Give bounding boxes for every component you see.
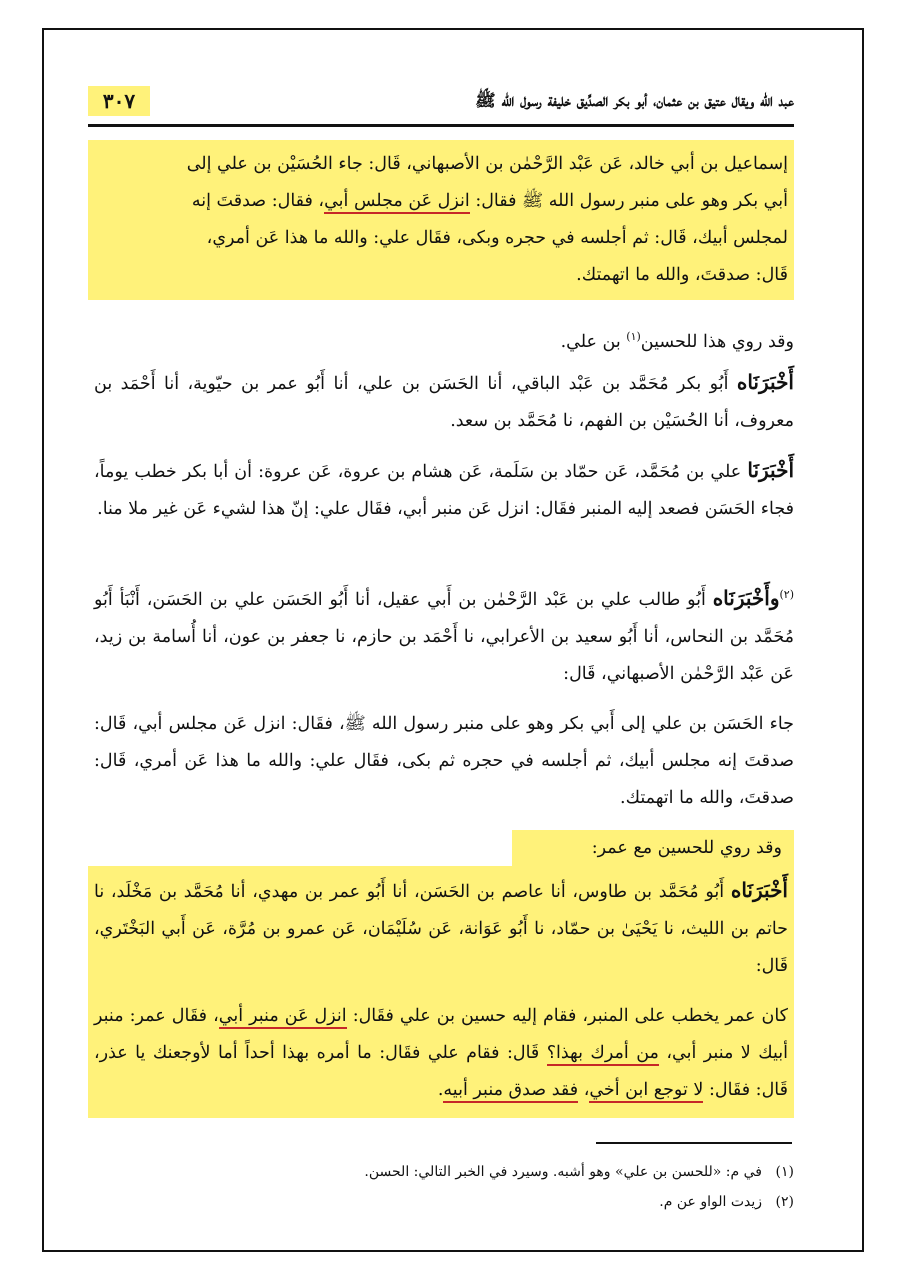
footnote-1-number: (١) bbox=[775, 1164, 794, 1180]
paragraph-9 bbox=[88, 994, 794, 1118]
footnote-separator bbox=[596, 1142, 792, 1144]
header-rule bbox=[88, 124, 794, 127]
paragraph-3-lead: أَخْبَرَنَاه bbox=[736, 370, 794, 394]
paragraph-8-lead: أَخْبَرَنَاه bbox=[730, 878, 788, 902]
footnote-ref-2: (٢) bbox=[779, 588, 794, 601]
page-number: ٣٠٧ bbox=[88, 86, 150, 116]
paragraph-8 bbox=[88, 866, 794, 994]
paragraph-1-line-1: إسماعيل بن أبي خالد، عَن عَبْد الرَّحْمٰن بن الأصبهاني، قَال: جاء الحُسَيْن بن علي إلى bbox=[186, 154, 788, 174]
paragraph-8-text: أَبُو مُحَمَّد بن طاوس، أنا عاصم بن الحَسَن، أنا أَبُو عمر بن مهدي، أنا مُحَمَّد بن مَخْلَد، نا حاتم بن الليث، نا يَحْيَىٰ بن حمّاد، نا أَبُو عَوَانة، عَن سُلَيْمَان، عَن عمرو بن مُرَّة، عَن أَبي البَخْتَري، قَال: bbox=[94, 882, 788, 976]
paragraph-5 bbox=[94, 576, 794, 693]
paragraph-1-line-3: لمجلس أبيك، قَال: ثم أجلسه في حجره وبكى، فقَال علي: والله ما هذا عَن أمري، bbox=[206, 228, 788, 248]
paragraph-3 bbox=[94, 364, 794, 440]
paragraph-7-text: وقد روي للحسين مع عمر: bbox=[591, 838, 782, 858]
paragraph-5-lead: وأَخْبَرَنَاه bbox=[712, 585, 780, 610]
footnote-ref-1: (١) bbox=[626, 330, 641, 343]
paragraph-5-text: أَبُو طالب علي بن عَبْد الرَّحْمٰن بن أَبي عقيل، أنا أَبُو الحَسَن علي بن الحَسَن، أَنْبَأ أَبُو مُحَمَّد بن النحاس، أنا أَبُو سعيد بن الأعرابي، نا أَحْمَد بن حازم، نا جعفر بن عون، أنا أُسامة بن زيد، عَن عَبْد الرَّحْمٰن الأصبهاني، قَال: bbox=[94, 589, 794, 684]
paragraph-1-line-4: قَال: صدقتَ، والله ما اتهمتك. bbox=[576, 265, 788, 285]
underlined-phrase-1: انزل عَن منبر أبي bbox=[219, 1006, 347, 1029]
paragraph-2-text-b: بن علي. bbox=[560, 331, 627, 352]
underlined-phrase-3: لا توجع ابن أخي bbox=[589, 1080, 703, 1103]
paragraph-9-text-3: قَال: فقام علي فقَال: ما أمره بهذا أحداً أما لأوجعنك يا عذر، قَال: فقَال: bbox=[94, 1043, 788, 1100]
paragraph-6 bbox=[94, 706, 794, 817]
footnote-1 bbox=[94, 1160, 794, 1184]
footnote-2-number: (٢) bbox=[775, 1194, 794, 1210]
paragraph-9-text-2: ، فقَال عمر: منبر أبيك لا منبر أبي، bbox=[94, 1006, 788, 1063]
paragraph-9-text-1: كان عمر يخطب على المنبر، فقام إليه حسين بن علي فقَال: bbox=[346, 1006, 788, 1026]
header-title: عبد الله ويقال عتيق بن عثمان، أبو بكر الصدِّيق خليفة رسول الله ﷺ bbox=[475, 91, 794, 111]
paragraph-3-text: أَبُو بكر مُحَمَّد بن عَبْد الباقي، أنا الحَسَن بن علي، أنا أَبُو عمر بن حيّوية، أنا أَحْمَد بن معروف، أنا الحُسَيْن بن الفهم، نا مُحَمَّد بن سعد. bbox=[94, 374, 794, 431]
underlined-phrase-2: من أمرك بهذا؟ bbox=[547, 1043, 659, 1066]
paragraph-9-text-5: . bbox=[437, 1080, 444, 1100]
underlined-phrase-4: فقد صدق منبر أبيه bbox=[443, 1080, 578, 1103]
footnote-2 bbox=[94, 1190, 794, 1214]
paragraph-1-line-2-text-a: أبي بكر وهو على منبر رسول الله ﷺ فقال: bbox=[469, 191, 788, 211]
paragraph-1-line-2 bbox=[94, 183, 788, 220]
footnote-2-text: زيدت الواو عن م. bbox=[659, 1194, 762, 1210]
paragraph-1 bbox=[88, 140, 794, 300]
paragraph-6-text: جاء الحَسَن بن علي إلى أَبي بكر وهو على منبر رسول الله ﷺ، فقَال: انزل عَن مجلس أبي، قَال: صدقتَ إنه مجلس أبيك، ثم أجلسه في حجره ثم بكى، فقَال علي: والله ما هذا عَن أمري، قَال: صدقتَ، والله ما اتهمتك. bbox=[94, 714, 794, 808]
underlined-phrase: انزل عَن مجلس أبي bbox=[324, 191, 470, 214]
paragraph-4-text: علي بن مُحَمَّد، عَن حمّاد بن سَلَمة، عَن هشام بن عروة، عَن عروة: أن أبا بكر خطب يوماً، فجاء الحَسَن فصعد إليه المنبر فقَال: انزل عَن منبر أبي، فقَال علي: إنّ هذا لشيء عَن غير ملا منا. bbox=[94, 462, 794, 519]
paragraph-2 bbox=[94, 318, 794, 361]
paragraph-4 bbox=[94, 452, 794, 528]
paragraph-2-text-a: وقد روي هذا للحسين bbox=[640, 331, 794, 352]
paragraph-9-text-4: ، bbox=[578, 1080, 590, 1100]
paragraph-4-lead: أَخْبَرَنَا bbox=[747, 458, 794, 482]
paragraph-7 bbox=[512, 830, 794, 866]
paragraph-1-line-2-text-b: ، فقال: صدقتَ إنه bbox=[191, 191, 325, 211]
footnote-1-text: في م: «للحسن بن علي» وهو أشبه. وسيرد في الخبر التالي: الحسن. bbox=[364, 1164, 762, 1180]
running-header bbox=[88, 86, 794, 120]
